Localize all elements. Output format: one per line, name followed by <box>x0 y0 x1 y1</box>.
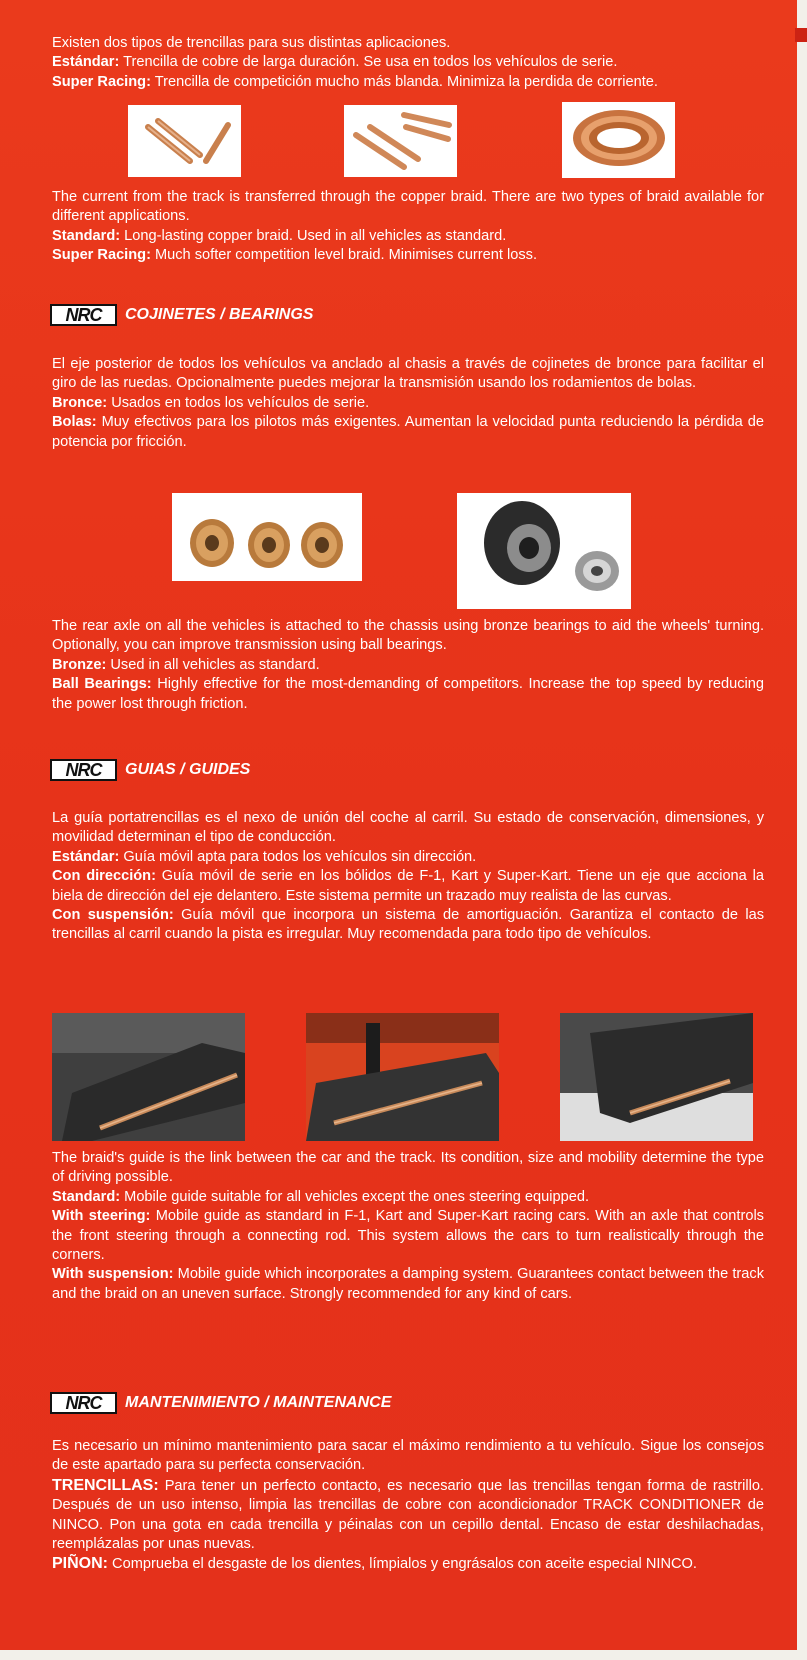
guides-en-suspension-text: Mobile guide which incorporates a damping system. Guarantees contact between the track and the braid on an uneven surface. Strongly recommended for any kind of cars. <box>52 1266 764 1302</box>
guides-es-standard-text: Guía móvil apta para todos los vehículos sin dirección. <box>119 848 477 865</box>
bearings-es-balls-text: Muy efectivos para los pilotos más exigentes. Aumentan la velocidad punta reduciendo la pérdida de potencia por fricción. <box>52 414 764 450</box>
guide-photo-suspension <box>560 1013 753 1141</box>
guides-en-standard-text: Mobile guide suitable for all vehicles except the ones steering equipped. <box>120 1188 590 1205</box>
bearings-en-balls-label: Ball Bearings: <box>52 676 152 693</box>
braids-en-racing-text: Much softer competition level braid. Minimises current loss. <box>150 247 538 264</box>
guides-es-suspension-text: Guía móvil que incorpora un sistema de amortiguación. Garantiza el contacto de las trencillas al carril cuando la pista es irregular. Muy recomendada para todo tipo de vehículos. <box>52 907 765 943</box>
braids-en-racing-label: Super Racing: <box>52 247 151 264</box>
guides-es-steering-label: Con dirección: <box>52 868 156 885</box>
braids-en-text <box>52 188 764 266</box>
guides-en-steering-text: Mobile guide as standard in F-1, Kart and Super-Kart racing cars. With an axle that controls the front steering through a connecting rod. This system allows the cars to turn realistically through the corners. <box>52 1208 764 1264</box>
guides-es-steering-text: Guía móvil de serie en los bólidos de F-1, Kart y Super-Kart. Tiene un eje que acciona la biela de dirección del eje delantero. Este sistema permite un trazado muy realista de las curvas. <box>52 868 764 904</box>
guides-es-text <box>52 809 764 945</box>
braid-photo-roll <box>562 102 675 178</box>
guides-es-intro: La guía portatrencillas es el nexo de unión del coche al carril. Su estado de conservación, dimensiones, y movilidad determinan el tipo de conducción. <box>52 810 764 846</box>
braids-es-intro: Existen dos tipos de trencillas para sus distintas aplicaciones. <box>52 35 451 51</box>
bearings-en-balls-text: Highly effective for the most-demanding of competitors. Increase the top speed by reducing the power lost through friction. <box>52 676 764 712</box>
bearings-en-text <box>52 617 764 714</box>
bearings-en-bronze-label: Bronze: <box>52 656 107 673</box>
bearings-es-text <box>52 355 764 452</box>
guides-en-steering-label: With steering: <box>52 1208 151 1225</box>
page-bottom-edge <box>0 1650 807 1660</box>
guides-heading <box>50 757 250 783</box>
braids-es-standard-label: Estándar: <box>52 54 120 71</box>
braids-en-standard-text: Long-lasting copper braid. Used in all vehicles as standard. <box>120 227 507 244</box>
guides-en-suspension-label: With suspension: <box>52 1266 174 1283</box>
maintenance-pinion-label: PIÑON: <box>52 1555 108 1573</box>
bronze-bearings-photo <box>172 493 362 581</box>
bearings-heading <box>50 302 313 328</box>
bearings-es-balls-label: Bolas: <box>52 414 97 431</box>
braids-en-intro: The current from the track is transferred through the copper braid. There are two types of braid available for different applications. <box>52 189 764 225</box>
guide-photo-steering <box>306 1013 499 1141</box>
bearings-en-intro: The rear axle on all the vehicles is attached to the chassis using bronze bearings to aid the wheels' turning. Optionally, you can improve transmission using ball bearings. <box>52 618 764 654</box>
bearings-title: COJINETES / BEARINGS <box>125 306 314 323</box>
bearings-es-intro: El eje posterior de todos los vehículos va anclado al chasis a través de cojinetes de bronce para facilitar el giro de las ruedas. Opcionalmente puedes mejorar la transmisión usando los rodamientos de bolas. <box>52 356 764 392</box>
guides-es-suspension-label: Con suspensión: <box>52 907 174 924</box>
ball-bearings-photo <box>457 493 631 609</box>
guide-photo-standard <box>52 1013 245 1141</box>
braids-es-standard-text: Trencilla de cobre de larga duración. Se usa en todos los vehículos de serie. <box>119 54 618 71</box>
braid-photo-racing <box>344 105 457 177</box>
guides-en-text <box>52 1149 764 1304</box>
maintenance-braids-text: Para tener un perfecto contacto, es necesario que las trencillas tengan forma de rastrillo. Después de un uso intenso, limpia las trencillas de cobre con acondicionador TRACK CONDITIONER de NINCO. Pon una gota en cada trencilla y péinalas con un cepillo dental. Encaso de estar deshilachadas, reemplázalas por unas nuevas. <box>52 1477 764 1553</box>
braids-es-text <box>52 34 764 92</box>
bearings-es-bronze-label: Bronce: <box>52 394 108 411</box>
maintenance-es-text <box>52 1437 764 1575</box>
maintenance-intro: Es necesario un mínimo mantenimiento para sacar el máximo rendimiento a tu vehículo. Sigue los consejos de este apartado para su perfecta conservación. <box>52 1438 764 1474</box>
maintenance-title: MANTENIMIENTO / MAINTENANCE <box>125 1394 392 1411</box>
page-edge <box>797 0 807 1660</box>
maintenance-heading <box>50 1390 391 1416</box>
edge-tab-mark <box>795 28 807 42</box>
guides-en-standard-label: Standard: <box>52 1188 121 1205</box>
bearings-es-bronze-text: Usados en todos los vehículos de serie. <box>107 394 370 411</box>
maintenance-braids-label: TRENCILLAS: <box>52 1476 159 1494</box>
bearings-en-bronze-text: Used in all vehicles as standard. <box>106 656 320 673</box>
guides-es-standard-label: Estándar: <box>52 848 120 865</box>
nrc-logo: NRC <box>50 1392 117 1414</box>
maintenance-pinion-text: Comprueba el desgaste de los dientes, límpialos y engrásalos con aceite especial NINCO. <box>108 1556 697 1573</box>
nrc-logo: NRC <box>50 759 117 781</box>
guides-title: GUIAS / GUIDES <box>125 761 251 778</box>
guides-en-intro: The braid's guide is the link between the car and the track. Its condition, size and mobility determine the type of driving possible. <box>52 1150 764 1186</box>
nrc-logo: NRC <box>50 304 117 326</box>
braids-es-racing-label: Super Racing: <box>52 73 151 90</box>
braids-en-standard-label: Standard: <box>52 227 121 244</box>
braid-photo-standard <box>128 105 241 177</box>
braids-es-racing-text: Trencilla de competición mucho más blanda. Minimiza la perdida de corriente. <box>150 73 658 90</box>
